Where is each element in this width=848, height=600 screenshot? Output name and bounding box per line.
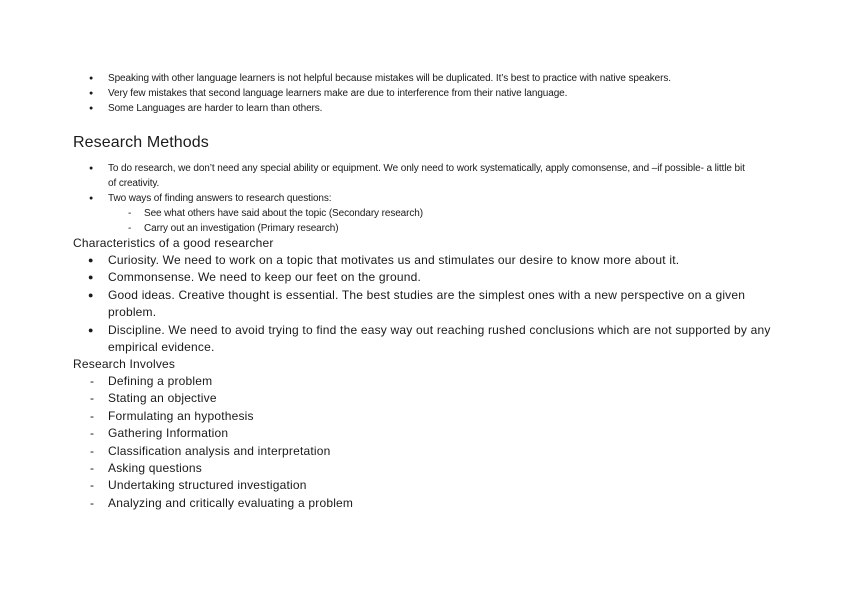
intro-bullet-list bbox=[0, 71, 848, 116]
list-item: ● Some Languages are harder to learn than others. bbox=[0, 101, 848, 116]
list-item: - Gathering Information bbox=[0, 425, 848, 442]
research-types-sublist bbox=[0, 206, 848, 236]
list-item: - Classification analysis and interpretation bbox=[0, 443, 848, 460]
list-item: ● Commonsense. We need to keep our feet on the ground. bbox=[0, 269, 848, 286]
list-item: - Defining a problem bbox=[0, 373, 848, 390]
list-item: - Asking questions bbox=[0, 460, 848, 477]
list-item: - Carry out an investigation (Primary research) bbox=[0, 221, 848, 236]
list-item: ● Speaking with other language learners is not helpful because mistakes will be duplicated. It’s best to practice with native speakers. bbox=[0, 71, 848, 86]
research-involves-heading: Research Involves bbox=[73, 357, 176, 371]
list-item: ● Discipline. We need to avoid trying to find the easy way out reaching rushed conclusions which are not supported by any empirical evidence. bbox=[0, 322, 848, 357]
list-item: - See what others have said about the topic (Secondary research) bbox=[0, 206, 848, 221]
research-methods-list bbox=[0, 161, 848, 236]
list-item: - Formulating an hypothesis bbox=[0, 408, 848, 425]
research-methods-heading: Research Methods bbox=[73, 134, 209, 151]
list-item: ● Two ways of finding answers to research questions: bbox=[0, 191, 848, 206]
list-item: - Stating an objective bbox=[0, 390, 848, 407]
list-item: - Analyzing and critically evaluating a problem bbox=[0, 495, 848, 512]
list-item: ● Good ideas. Creative thought is essential. The best studies are the simplest ones with a new perspective on a given problem. bbox=[0, 287, 848, 322]
research-involves-list bbox=[0, 373, 848, 512]
list-item: ● Very few mistakes that second language learners make are due to interference from their native language. bbox=[0, 86, 848, 101]
list-item: ● To do research, we don’t need any special ability or equipment. We only need to work systematically, apply comonsense, and –if possible- a little bit of creativity. bbox=[0, 161, 848, 191]
characteristics-heading: Characteristics of a good researcher bbox=[73, 236, 274, 250]
characteristics-list bbox=[0, 252, 848, 356]
list-item: ● Curiosity. We need to work on a topic that motivates us and stimulates our desire to know more about it. bbox=[0, 252, 848, 269]
list-item: - Undertaking structured investigation bbox=[0, 477, 848, 494]
